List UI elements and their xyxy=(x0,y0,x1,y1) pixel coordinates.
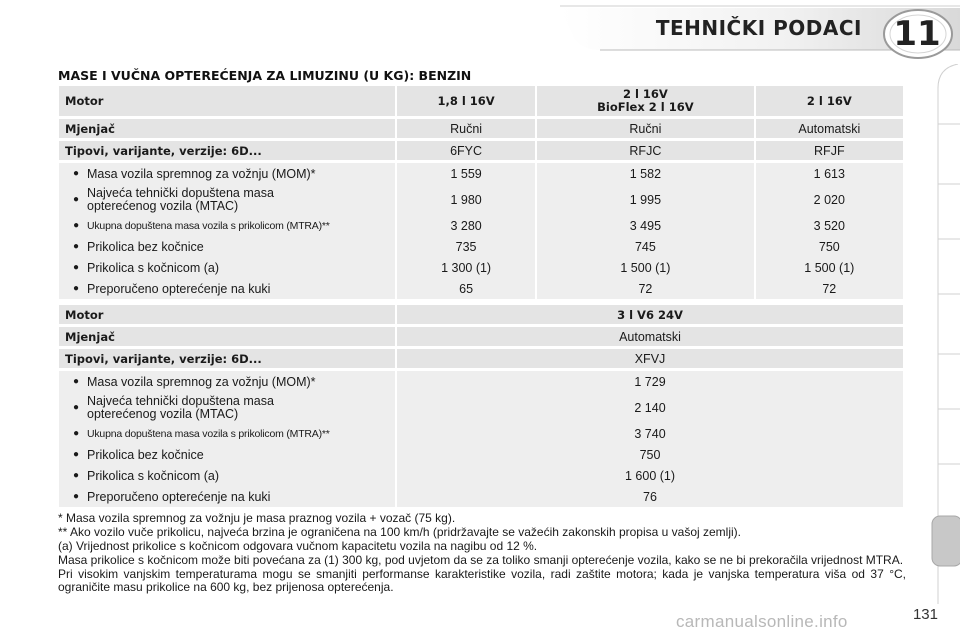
bullet-icon: ● xyxy=(72,283,80,294)
item-label: Prikolica s kočnicom (a) xyxy=(87,260,219,275)
gearbox-value: Ručni xyxy=(397,119,535,138)
motor-col-2-text-line1: 2 l 16V xyxy=(622,87,668,101)
value: 3 740 xyxy=(634,426,666,441)
header-bar xyxy=(0,0,960,62)
motor-label: Motor xyxy=(59,86,395,116)
gearbox-value: Ručni xyxy=(537,119,753,138)
values-col-3 xyxy=(756,163,903,299)
bullet-icon: ● xyxy=(72,402,80,413)
value: 1 582 xyxy=(629,166,662,181)
value: 1 995 xyxy=(629,192,662,207)
value: 3 495 xyxy=(629,218,662,233)
footnote: Masa prikolice s kočnicom može biti povećana za (1) 300 kg, pod uvjetom da se za toliko smanji opterećenje vozila, kako se ne bi prekoračila vrijednost MTRA. xyxy=(58,553,904,567)
list-item xyxy=(65,371,389,392)
bullet-icon: ● xyxy=(73,220,79,231)
value: 2 140 xyxy=(634,400,666,415)
type-code: 6FYC xyxy=(397,141,535,160)
value: 1 500 (1) xyxy=(620,260,671,275)
motor-col-1 xyxy=(397,86,535,116)
motor-label: Motor xyxy=(59,305,395,324)
bullet-icon: ● xyxy=(72,241,80,252)
item-label: Preporučeno opterećenje na kuki xyxy=(87,489,271,504)
side-tabs-graphic xyxy=(928,64,960,604)
value: 1 300 (1) xyxy=(441,260,492,275)
motor-col-1-text: 1,8 l 16V xyxy=(437,93,495,108)
list-item xyxy=(65,236,389,257)
footnote: ** Ako vozilo vuče prikolicu, najveća brzina je ograničena na 100 km/h (pridržavajte se važećih zakonskih propisa u vašoj zemlji). xyxy=(58,525,742,539)
list-item xyxy=(65,392,389,423)
value: 745 xyxy=(634,239,656,254)
gearbox-row xyxy=(59,119,903,138)
bullet-icon: ● xyxy=(72,470,80,481)
type-code: RFJC xyxy=(537,141,753,160)
motor-col-3 xyxy=(756,86,903,116)
gearbox-value: Automatski xyxy=(756,119,903,138)
value: 1 729 xyxy=(634,374,666,389)
list-item xyxy=(65,278,389,299)
item-label-line2: opterećenog vozila (MTAC) xyxy=(87,406,239,421)
value: 72 xyxy=(822,281,837,296)
bullet-icon: ● xyxy=(72,449,80,460)
list-item xyxy=(65,257,389,278)
list-item xyxy=(65,163,389,184)
watermark: carmanualsonline.info xyxy=(676,612,848,631)
footnotes xyxy=(58,512,906,595)
type-code: RFJF xyxy=(756,141,903,160)
gearbox-label: Mjenjač xyxy=(59,327,395,346)
mass-values-row xyxy=(59,163,903,299)
chapter-number-badge: 11 xyxy=(893,14,941,54)
list-item xyxy=(65,444,389,465)
item-label xyxy=(87,395,274,421)
item-label: Prikolica bez kočnice xyxy=(87,239,204,254)
value: 750 xyxy=(639,447,661,462)
item-label: Masa vozila spremnog za vožnju (MOM)* xyxy=(87,166,316,181)
values-col-1 xyxy=(397,163,535,299)
value: 1 980 xyxy=(450,192,482,207)
chapter-title: TEHNIČKI PODACI xyxy=(655,16,862,40)
item-label-line2: opterećenog vozila (MTAC) xyxy=(87,198,239,213)
list-item xyxy=(65,215,389,236)
page-number: 131 xyxy=(912,606,938,623)
motor-col-2 xyxy=(537,86,753,116)
footnote: * Masa vozila spremnog za vožnju je masa praznog vozila + vozač (75 kg). xyxy=(58,511,456,525)
value: 750 xyxy=(818,239,840,254)
types-label: Tipovi, varijante, verzije: 6D... xyxy=(59,349,395,368)
item-label: Preporučeno opterećenje na kuki xyxy=(87,281,271,296)
side-chapter-tabs xyxy=(928,64,960,604)
motor-row xyxy=(59,305,903,324)
item-label: Ukupna dopuštena masa vozila s prikolicom (MTRA)** xyxy=(87,427,330,440)
item-label: Prikolica s kočnicom (a) xyxy=(87,468,219,483)
value: 1 613 xyxy=(813,166,845,181)
footnote: Pri visokim vanjskim temperaturama mogu se smanjiti performanse karakteristike vozila, radi zaštite motora; kada je vanjska temperatura viša od 37 °C, ograničite masu prikolice na 600 kg, bez prijenosa opterećenja. xyxy=(58,567,906,594)
bullet-icon: ● xyxy=(72,194,80,205)
list-item xyxy=(65,465,389,486)
spec-table-v6 xyxy=(57,302,905,510)
motor-row xyxy=(59,86,903,116)
bullet-icon: ● xyxy=(72,491,80,502)
gearbox-row xyxy=(59,327,903,346)
bullet-icon: ● xyxy=(72,262,80,273)
item-label: Prikolica bez kočnice xyxy=(87,447,204,462)
value: 1 600 (1) xyxy=(624,468,676,483)
bullet-icon: ● xyxy=(72,168,80,179)
value: 1 559 xyxy=(450,166,482,181)
mass-values-row xyxy=(59,371,903,507)
value: 65 xyxy=(459,281,474,296)
footnote: (a) Vrijednost prikolice s kočnicom odgovara vučnom kapacitetu vozila na nagibu od 12 %. xyxy=(58,539,538,553)
types-row xyxy=(59,141,903,160)
value: 735 xyxy=(455,239,477,254)
value: 2 020 xyxy=(813,192,845,207)
motor-col-2-text-line2: BioFlex 2 l 16V xyxy=(597,100,694,114)
value: 72 xyxy=(638,281,653,296)
type-code: XFVJ xyxy=(397,349,903,368)
item-label: Masa vozila spremnog za vožnju (MOM)* xyxy=(87,374,316,389)
value: 3 520 xyxy=(813,218,845,233)
section-title: MASE I VUČNA OPTEREĆENJA ZA LIMUZINU (U KG): BENZIN xyxy=(58,68,472,83)
types-row xyxy=(59,349,903,368)
item-label: Ukupna dopuštena masa vozila s prikolicom (MTRA)** xyxy=(87,219,330,232)
list-item xyxy=(65,423,389,444)
bullet-icon: ● xyxy=(73,428,79,439)
mass-labels-cell xyxy=(59,163,395,299)
types-label: Tipovi, varijante, verzije: 6D... xyxy=(59,141,395,160)
value: 1 500 (1) xyxy=(804,260,855,275)
item-label-line1: Najveća tehnički dopuštena masa xyxy=(87,393,274,408)
value: 3 280 xyxy=(450,218,482,233)
bullet-icon: ● xyxy=(72,376,80,387)
values-col xyxy=(397,371,903,507)
values-col-2 xyxy=(537,163,753,299)
list-item xyxy=(65,184,389,215)
value: 76 xyxy=(643,489,657,504)
list-item xyxy=(65,486,389,507)
motor-col-3-text: 2 l 16V xyxy=(806,93,852,108)
mass-labels-cell xyxy=(59,371,395,507)
item-label xyxy=(87,187,274,213)
spec-table-petrol xyxy=(57,83,905,302)
gearbox-label: Mjenjač xyxy=(59,119,395,138)
item-label-line1: Najveća tehnički dopuštena masa xyxy=(87,185,274,200)
gearbox-value: Automatski xyxy=(397,327,903,346)
motor-col: 3 l V6 24V xyxy=(397,305,903,324)
